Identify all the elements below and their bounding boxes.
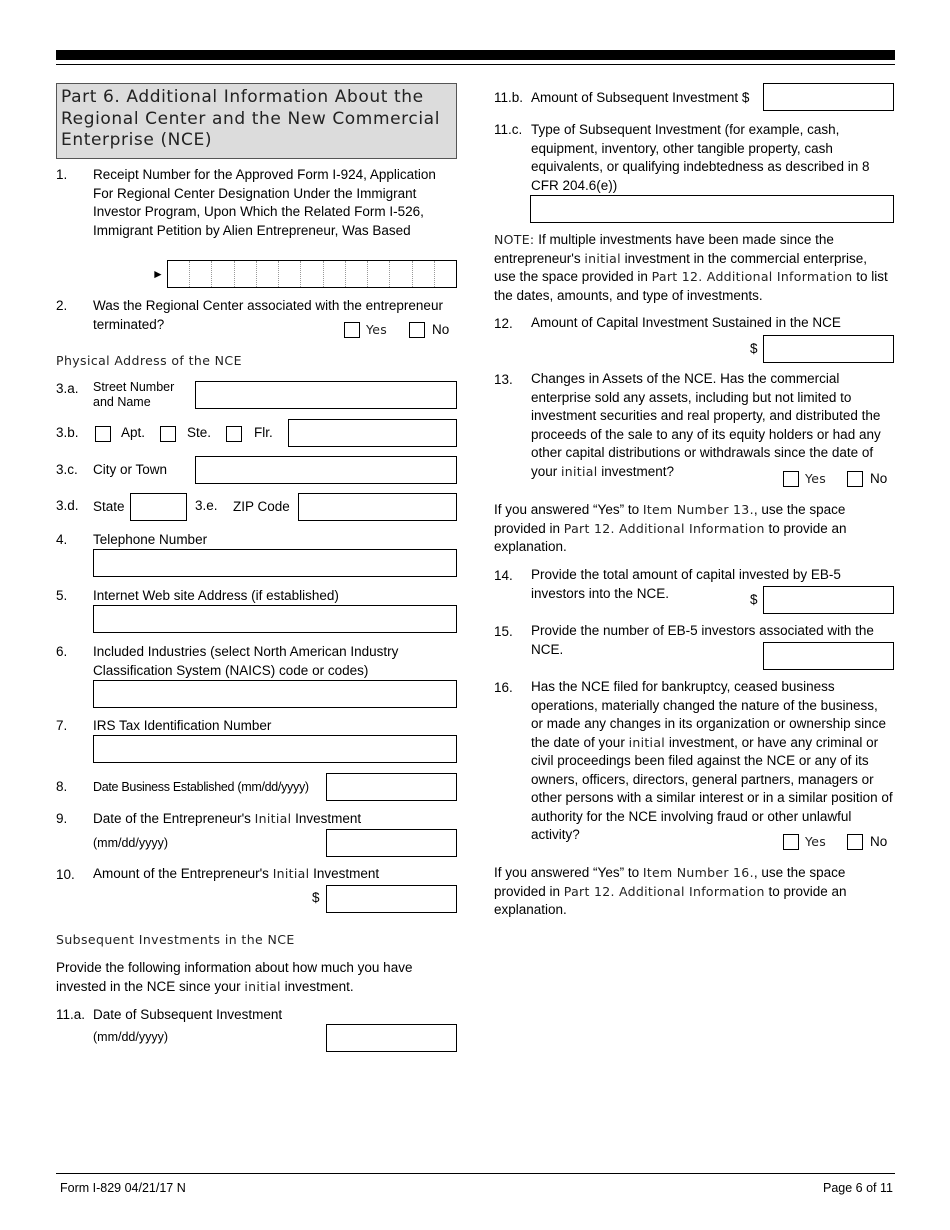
item-3a-number: 3.a. (56, 381, 79, 396)
ste-checkbox[interactable] (160, 426, 176, 442)
date-established-input[interactable] (326, 773, 457, 801)
initial-investment-amount-input[interactable] (326, 885, 457, 913)
part-6-title: Part 6. Additional Information About the Regional Center and the New Commercial Enterprise (NCE) (56, 83, 457, 159)
item-15-number: 15. (494, 624, 513, 639)
physical-address-heading: Physical Address of the NCE (56, 353, 242, 368)
footer-rule (56, 1173, 895, 1174)
item-9-number: 9. (56, 811, 68, 826)
item-11b-number: 11.b. (494, 90, 524, 105)
note-text: NOTE: If multiple investments have been made since the entrepreneur's initial investment in the commercial enterprise, use the space provided in Part 12. Additional Information to list the dates, amounts, and type of investments. (494, 232, 888, 303)
item-2-yes-label: Yes (366, 322, 388, 337)
item-11a-label: Date of Subsequent Investment (93, 1007, 283, 1022)
receipt-number-input[interactable] (167, 260, 457, 288)
subsequent-date-input[interactable] (326, 1024, 457, 1052)
item-1-label: Receipt Number for the Approved Form I-924, Application For Regional Center Designation Under the Immigrant Investor Program, Upon Which the Related Form I-526, Immigrant Petition by Alien Entrepreneur, Was Based (93, 167, 436, 238)
subsequent-intro-text: Provide the following information about how much you have invested in the NCE since your initial investment. (56, 960, 413, 994)
item-14-number: 14. (494, 568, 513, 583)
item-1-number: 1. (56, 167, 68, 182)
item-11c-label: Type of Subsequent Investment (for example, cash, equipment, inventory, other tangible property, cash equivalents, or qualifying indebtedness as described in 8 CFR 204.6(e)) (531, 122, 870, 193)
item-16-yes-checkbox[interactable] (783, 834, 799, 850)
item-2-no-label: No (432, 322, 450, 337)
item-10-label: Amount of the Entrepreneur's Initial Investment (93, 866, 380, 881)
item-13-followup: If you answered “Yes” to Item Number 13., use the space provided in Part 12. Additional Information to provide an explanation. (494, 502, 847, 554)
ste-label: Ste. (187, 425, 212, 440)
item-5-label: Internet Web site Address (if established) (93, 588, 339, 603)
item-16-no-checkbox[interactable] (847, 834, 863, 850)
capital-sustained-input[interactable] (763, 335, 894, 363)
page-number: Page 6 of 11 (823, 1181, 893, 1195)
state-select[interactable] (130, 493, 187, 521)
top-thin-rule (56, 64, 895, 65)
item-11a-number: 11.a. (56, 1007, 86, 1022)
item-3b-number: 3.b. (56, 425, 79, 440)
item-2-no-checkbox[interactable] (409, 322, 425, 338)
apt-label: Apt. (121, 425, 146, 440)
initial-investment-date-input[interactable] (326, 829, 457, 857)
item-3e-number: 3.e. (195, 498, 218, 513)
item-3a-label: Street Number and Name (93, 380, 175, 409)
item-16-yes-label: Yes (805, 834, 827, 849)
item-8-label: Date Business Established (mm/dd/yyyy) (93, 780, 309, 794)
telephone-input[interactable] (93, 549, 457, 577)
form-id: Form I-829 04/21/17 N (60, 1181, 186, 1195)
item-6-number: 6. (56, 644, 68, 659)
zip-code-input[interactable] (298, 493, 457, 521)
item-16-no-label: No (870, 834, 888, 849)
item-16-label: Has the NCE filed for bankruptcy, ceased business operations, materially changed the nature of the business, or made any changes in its organization or ownership since the date of your initial investment, or have any criminal or civil proceedings been filed against the NCE or any of its owners, officers, directors, general partners, managers or other persons with a similar interest or in a similar position of authority for the NCE involving fraud or other unlawful activity? (531, 679, 893, 842)
subsequent-investments-heading: Subsequent Investments in the NCE (56, 932, 295, 947)
item-2-number: 2. (56, 298, 68, 313)
item-11a-format: (mm/dd/yyyy) (93, 1030, 168, 1044)
arrow-icon: ► (152, 267, 164, 281)
top-rule (56, 50, 895, 60)
item-13-no-checkbox[interactable] (847, 471, 863, 487)
dollar-sign: $ (750, 341, 758, 356)
street-input[interactable] (195, 381, 457, 409)
item-10-number: 10. (56, 867, 75, 882)
item-3d-number: 3.d. (56, 498, 79, 513)
dollar-sign: $ (312, 890, 320, 905)
dollar-sign: $ (750, 592, 758, 607)
eb5-capital-input[interactable] (763, 586, 894, 614)
item-11b-label: Amount of Subsequent Investment $ (531, 90, 750, 105)
item-16-number: 16. (494, 680, 513, 695)
item-13-no-label: No (870, 471, 888, 486)
item-2-label: Was the Regional Center associated with the entrepreneur terminated? (93, 298, 443, 332)
item-6-label: Included Industries (select North American Industry Classification System (NAICS) code or codes) (93, 644, 399, 678)
item-7-number: 7. (56, 718, 68, 733)
item-8-number: 8. (56, 779, 68, 794)
item-13-label: Changes in Assets of the NCE. Has the commercial enterprise sold any assets, including but not limited to investment securities and real property, and distributed the proceeds of the sale to any of its equity holders or had any other capital distributions or withdrawals since the date of your initial investment? (531, 371, 881, 479)
item-14-label: Provide the total amount of capital invested by EB-5 investors into the NCE. (531, 567, 841, 601)
apt-checkbox[interactable] (95, 426, 111, 442)
unit-number-input[interactable] (288, 419, 457, 447)
website-input[interactable] (93, 605, 457, 633)
subsequent-type-input[interactable] (530, 195, 894, 223)
item-3c-label: City or Town (93, 462, 168, 477)
naics-input[interactable] (93, 680, 457, 708)
item-5-number: 5. (56, 588, 68, 603)
flr-label: Flr. (254, 425, 273, 440)
item-13-number: 13. (494, 372, 513, 387)
flr-checkbox[interactable] (226, 426, 242, 442)
item-11c-number: 11.c. (494, 122, 523, 137)
item-12-label: Amount of Capital Investment Sustained in the NCE (531, 315, 841, 330)
item-7-label: IRS Tax Identification Number (93, 718, 272, 733)
eb5-investor-count-input[interactable] (763, 642, 894, 670)
item-3e-label: ZIP Code (233, 499, 290, 514)
item-13-yes-label: Yes (805, 471, 827, 486)
item-15-label: Provide the number of EB-5 investors associated with the NCE. (531, 623, 874, 657)
item-13-yes-checkbox[interactable] (783, 471, 799, 487)
item-9-label: Date of the Entrepreneur's Initial Investment (93, 811, 362, 826)
item-16-followup: If you answered “Yes” to Item Number 16., use the space provided in Part 12. Additional Information to provide an explanation. (494, 865, 847, 917)
item-9-format: (mm/dd/yyyy) (93, 836, 168, 850)
item-2-yes-checkbox[interactable] (344, 322, 360, 338)
city-input[interactable] (195, 456, 457, 484)
item-12-number: 12. (494, 316, 513, 331)
subsequent-amount-input[interactable] (763, 83, 894, 111)
item-3d-label: State (93, 499, 125, 514)
irs-tax-id-input[interactable] (93, 735, 457, 763)
item-4-label: Telephone Number (93, 532, 208, 547)
item-3c-number: 3.c. (56, 462, 78, 477)
item-4-number: 4. (56, 532, 68, 547)
